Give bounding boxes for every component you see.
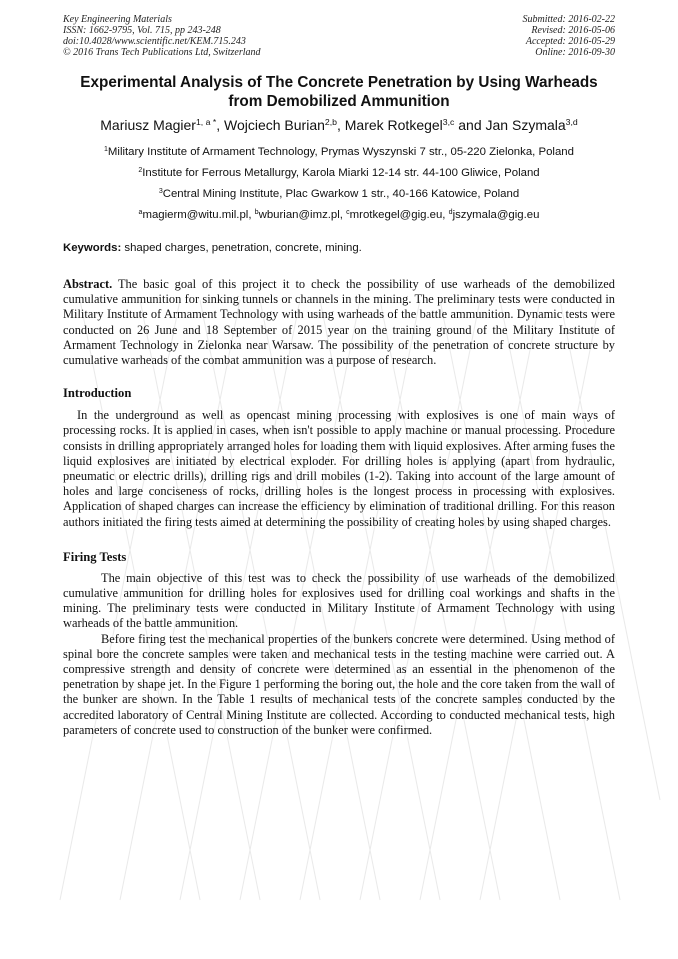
keywords-label: Keywords: (63, 242, 122, 254)
introduction-paragraph: In the underground as well as opencast mining processing with explosives is one of main ways of processing rocks. It is applied in cases, when isn't possible to apply machine or manual processing. Procedure consists in drilling appropriately arranged holes for loading them with liquid explosives. After arming fuses the liquid explosives are initiated by electrical exploder. For drilling holes is applying (apart from hydraulic, pneumatic or electric drills), drilling rigs and drill mobiles (1-2). Taking into account of the large amount of holes and large conciseness of rocks, drilling holes is the longest process in processing with explosives. Application of shaped charges can increase the efficiency by elimination of traditional drilling. For this reason authors initiated the firing tests aimed at determining the possibility of creating holes by using shaped charges. (63, 408, 615, 529)
date-accepted: Accepted: 2016-05-29 (525, 36, 615, 47)
author-separator: , (216, 117, 224, 133)
affiliation-number: 2 (138, 166, 143, 174)
journal-info (63, 14, 261, 58)
abstract-label: Abstract. (63, 277, 113, 291)
email-link[interactable]: magierm@witu.mil.pl (142, 209, 249, 221)
abstract-paragraph (63, 277, 615, 368)
paper-title: Experimental Analysis of The Concrete Penetration by Using Warheads from Demobilized Ammunition (80, 74, 598, 110)
email-marker: d (448, 208, 453, 216)
affiliation (63, 166, 615, 180)
abstract-section (63, 277, 615, 368)
date-online: Online: 2016-09-30 (535, 47, 615, 58)
author-emails (63, 208, 615, 222)
affiliation-text: Military Institute of Armament Technology, Prymas Wyszynski 7 str., 05-220 Zielonka, Poland (107, 146, 574, 158)
journal-name: Key Engineering Materials (63, 14, 172, 25)
affiliation-number: 3 (158, 187, 163, 195)
publication-dates (523, 14, 616, 58)
email-link[interactable]: wburian@imz.pl (258, 209, 340, 221)
date-submitted: Submitted: 2016-02-22 (522, 14, 615, 25)
keywords-text: shaped charges, penetration, concrete, mining. (121, 242, 362, 254)
author-name: Marek Rotkegel (344, 117, 443, 133)
author-name: Mariusz Magier (100, 117, 196, 133)
journal-header (63, 14, 615, 58)
journal-issn: ISSN: 1662-9795, Vol. 715, pp 243-248 (63, 25, 221, 36)
journal-doi[interactable]: doi:10.4028/www.scientific.net/KEM.715.243 (63, 36, 246, 47)
affiliation-text: Central Mining Institute, Plac Gwarkow 1 str., 40-166 Katowice, Poland (162, 188, 520, 200)
email-separator: , (339, 209, 347, 221)
affiliation-text: Institute for Ferrous Metallurgy, Karola Miarki 12-14 str. 44-100 Gliwice, Poland (142, 167, 540, 179)
author-separator: , (336, 117, 345, 133)
email-marker: a (138, 208, 143, 216)
affiliation (63, 187, 615, 201)
email-separator: , (248, 209, 255, 221)
author-name: Wojciech Burian (224, 117, 325, 133)
email-link[interactable]: mrotkegel@gig.eu (349, 209, 443, 221)
abstract-text: The basic goal of this project it to check the possibility of use warheads of the demobilized cumulative ammunition for sinking tunnels or channels in the mining. The preliminary tests were conducted in Military Institute of Armament Technology with using warheads of the battle ammunition. Dynamic tests were conducted on 26 June and 18 September of 2015 year on the training ground of the Military Institute of Armament Technology in Zielonka near Warsaw. The possibility of the penetration of concrete structure by cumulative warheads of the combat ammunition was a purpose of research. (63, 277, 615, 368)
author-affiliation-marker: 3,c (442, 116, 455, 127)
introduction-heading: Introduction (63, 386, 132, 401)
author-affiliation-marker: 3,d (565, 116, 578, 127)
email-link[interactable]: jszymala@gig.eu (452, 209, 540, 221)
firing-tests-paragraph-2: Before firing test the mechanical properties of the bunkers concrete were determined. Using method of spinal bore the concrete samples were taken and mechanical tests in the testing machine were carried out. A compressive strength and density of concrete were determined as an essential in the phenomenon of the penetration by shape jet. In the Figure 1 performing the boring out, the hole and the core taken from the wall of the bunker are shown. In the Table 1 results of mechanical tests of the concrete samples conducted by the accredited laboratory of Central Mining Institute are collected. According to conducted mechanical tests, high parameters of concrete used to construction of the bunker were confirmed. (63, 631, 615, 737)
email-marker: c (346, 208, 350, 216)
author-name: and Jan Szymala (458, 117, 566, 133)
email-separator: , (442, 209, 449, 221)
affiliation (63, 145, 615, 159)
keywords (63, 241, 615, 255)
author-list (63, 116, 615, 134)
email-marker: b (254, 208, 259, 216)
firing-tests-paragraph-1: The main objective of this test was to check the possibility of use warheads of the demobilized cumulative ammunition for drilling holes for explosives used for drilling coal workings and shafts in the mining. The preliminary tests were conducted in Military Institute of Armament Technology with using warheads of the battle ammunition. (63, 570, 615, 631)
author-affiliation-marker: 2,b (324, 116, 337, 127)
affiliation-number: 1 (104, 145, 108, 153)
author-affiliation-marker: 1, a * (195, 116, 217, 127)
date-revised: Revised: 2016-05-06 (531, 25, 615, 36)
firing-tests-heading: Firing Tests (63, 549, 127, 564)
journal-copyright: © 2016 Trans Tech Publications Ltd, Switzerland (63, 47, 261, 58)
paper-page (63, 14, 615, 738)
